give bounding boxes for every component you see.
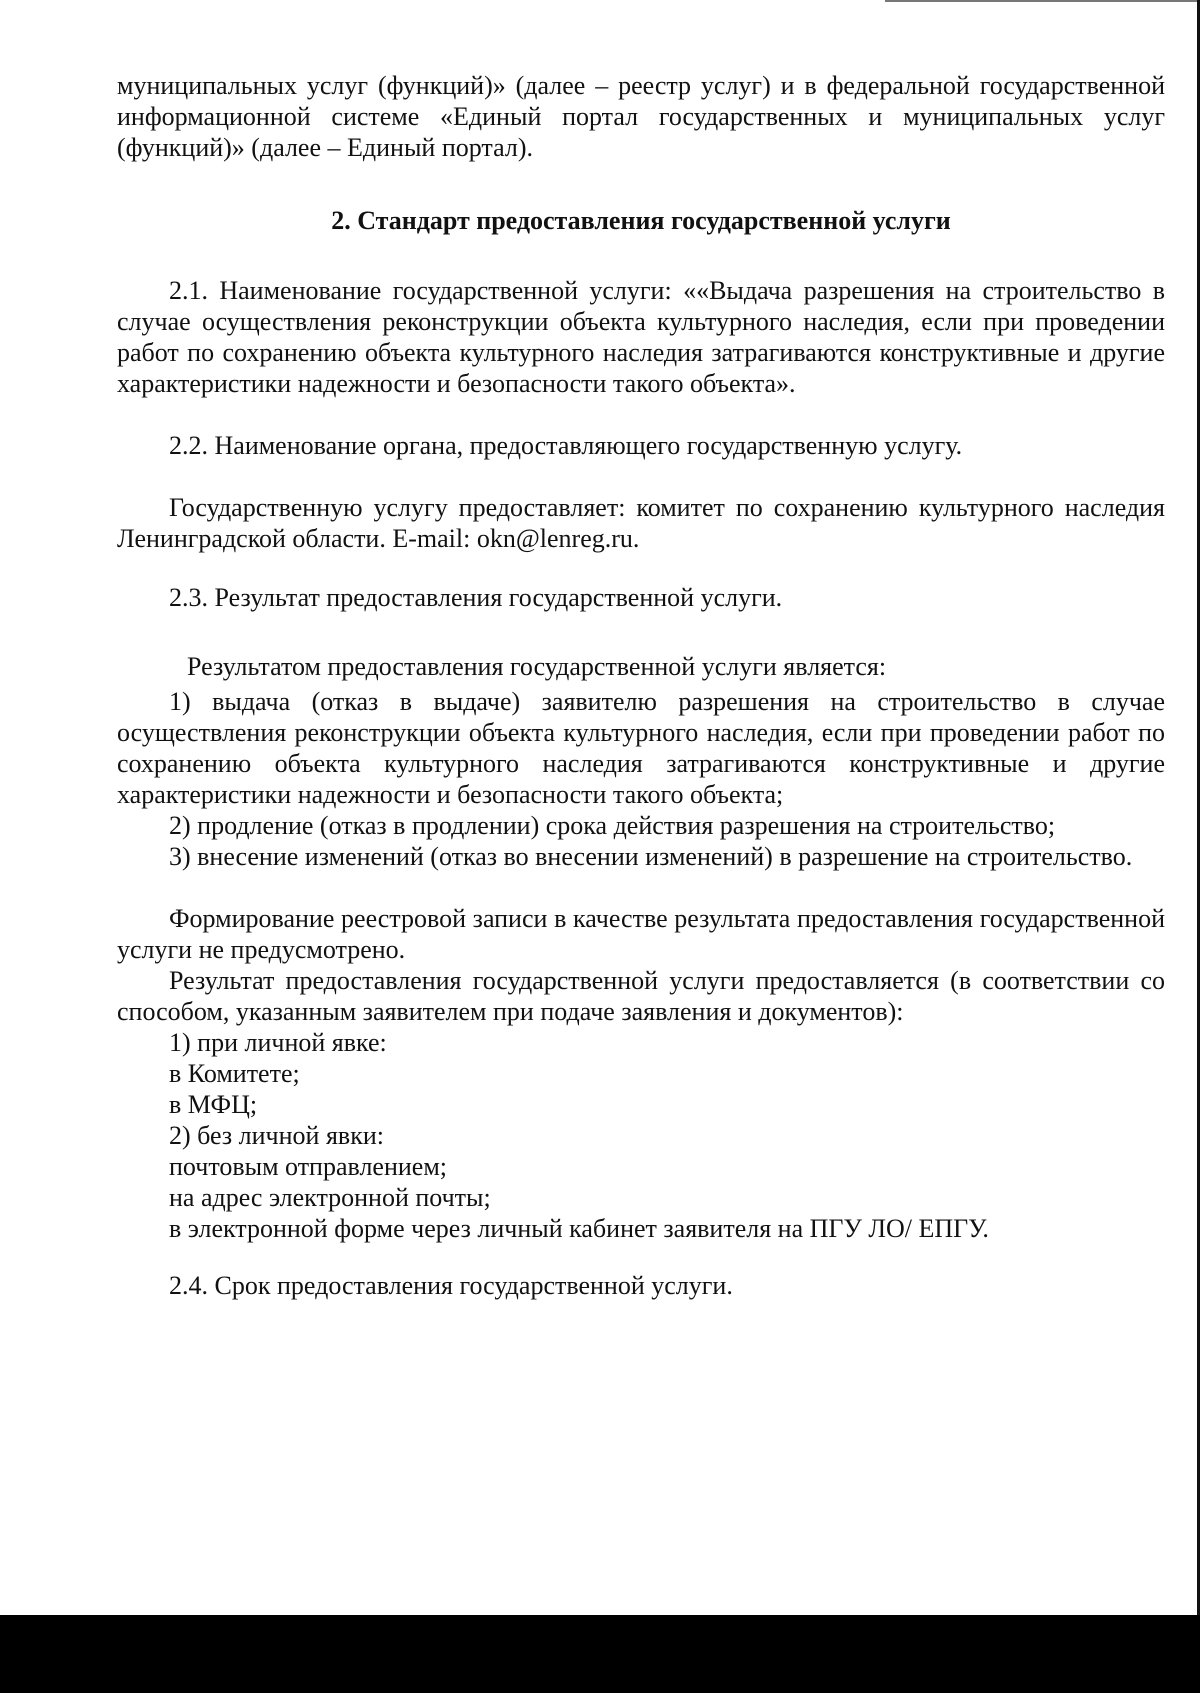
paragraph-2-1: 2.1. Наименование государственной услуги: ««Выдача разрешения на строительство в случае осуществления реконструкции объекта культурного наследия, если при проведении работ по сохранению объекта культурного наследия затрагиваются конструктивные и другие характеристики надежности и безопасности такого объекта».	[117, 276, 1165, 398]
delivery-line: в Комитете;	[169, 1059, 300, 1088]
registry-paragraph: Формирование реестровой записи в качестве результата предоставления государственной услуги не предусмотрено.	[117, 904, 1165, 964]
result-item-2: 2) продление (отказ в продлении) срока действия разрешения на строительство;	[169, 811, 1056, 840]
delivery-line: 2) без личной явки:	[169, 1121, 384, 1150]
paragraph-2-4: 2.4. Срок предоставления государственной услуги.	[169, 1271, 733, 1300]
scan-bottom-band	[0, 1615, 1200, 1693]
document-page	[117, 70, 1165, 1301]
delivery-line: в электронной форме через личный кабинет заявителя на ПГУ ЛО/ ЕПГУ.	[169, 1214, 989, 1243]
paragraph-2-2: 2.2. Наименование органа, предоставляющего государственную услугу.	[169, 431, 963, 460]
paragraph-2-3: 2.3. Результат предоставления государственной услуги.	[169, 583, 783, 612]
delivery-list	[117, 1027, 1165, 1244]
delivery-line: 1) при личной явке:	[169, 1028, 387, 1057]
delivery-line: на адрес электронной почты;	[169, 1183, 491, 1212]
intro-paragraph: муниципальных услуг (функций)» (далее – реестр услуг) и в федеральной государственной информационной системе «Единый портал государственных и муниципальных услуг (функций)» (далее – Единый портал).	[117, 71, 1165, 162]
delivery-line: в МФЦ;	[169, 1090, 258, 1119]
result-item-1: 1) выдача (отказ в выдаче) заявителю разрешения на строительство в случае осуществления реконструкции объекта культурного наследия, если при проведении работ по сохранению объекта культурного наследия затрагиваются конструктивные и другие характеристики надежности и безопасности такого объекта;	[117, 687, 1165, 809]
scan-top-rule	[885, 0, 1200, 2]
delivery-line: почтовым отправлением;	[169, 1152, 448, 1181]
result-item-3: 3) внесение изменений (отказ во внесении изменений) в разрешение на строительство.	[169, 842, 1133, 871]
result-intro: Результатом предоставления государственной услуги является:	[187, 652, 887, 681]
section-heading: 2. Стандарт предоставления государственной услуги	[331, 206, 951, 235]
provider-paragraph: Государственную услугу предоставляет: комитет по сохранению культурного наследия Ленинградской области. E-mail: okn@lenreg.ru.	[117, 493, 1165, 553]
delivery-paragraph: Результат предоставления государственной услуги предоставляется (в соответствии со способом, указанным заявителем при подаче заявления и документов):	[117, 966, 1165, 1026]
